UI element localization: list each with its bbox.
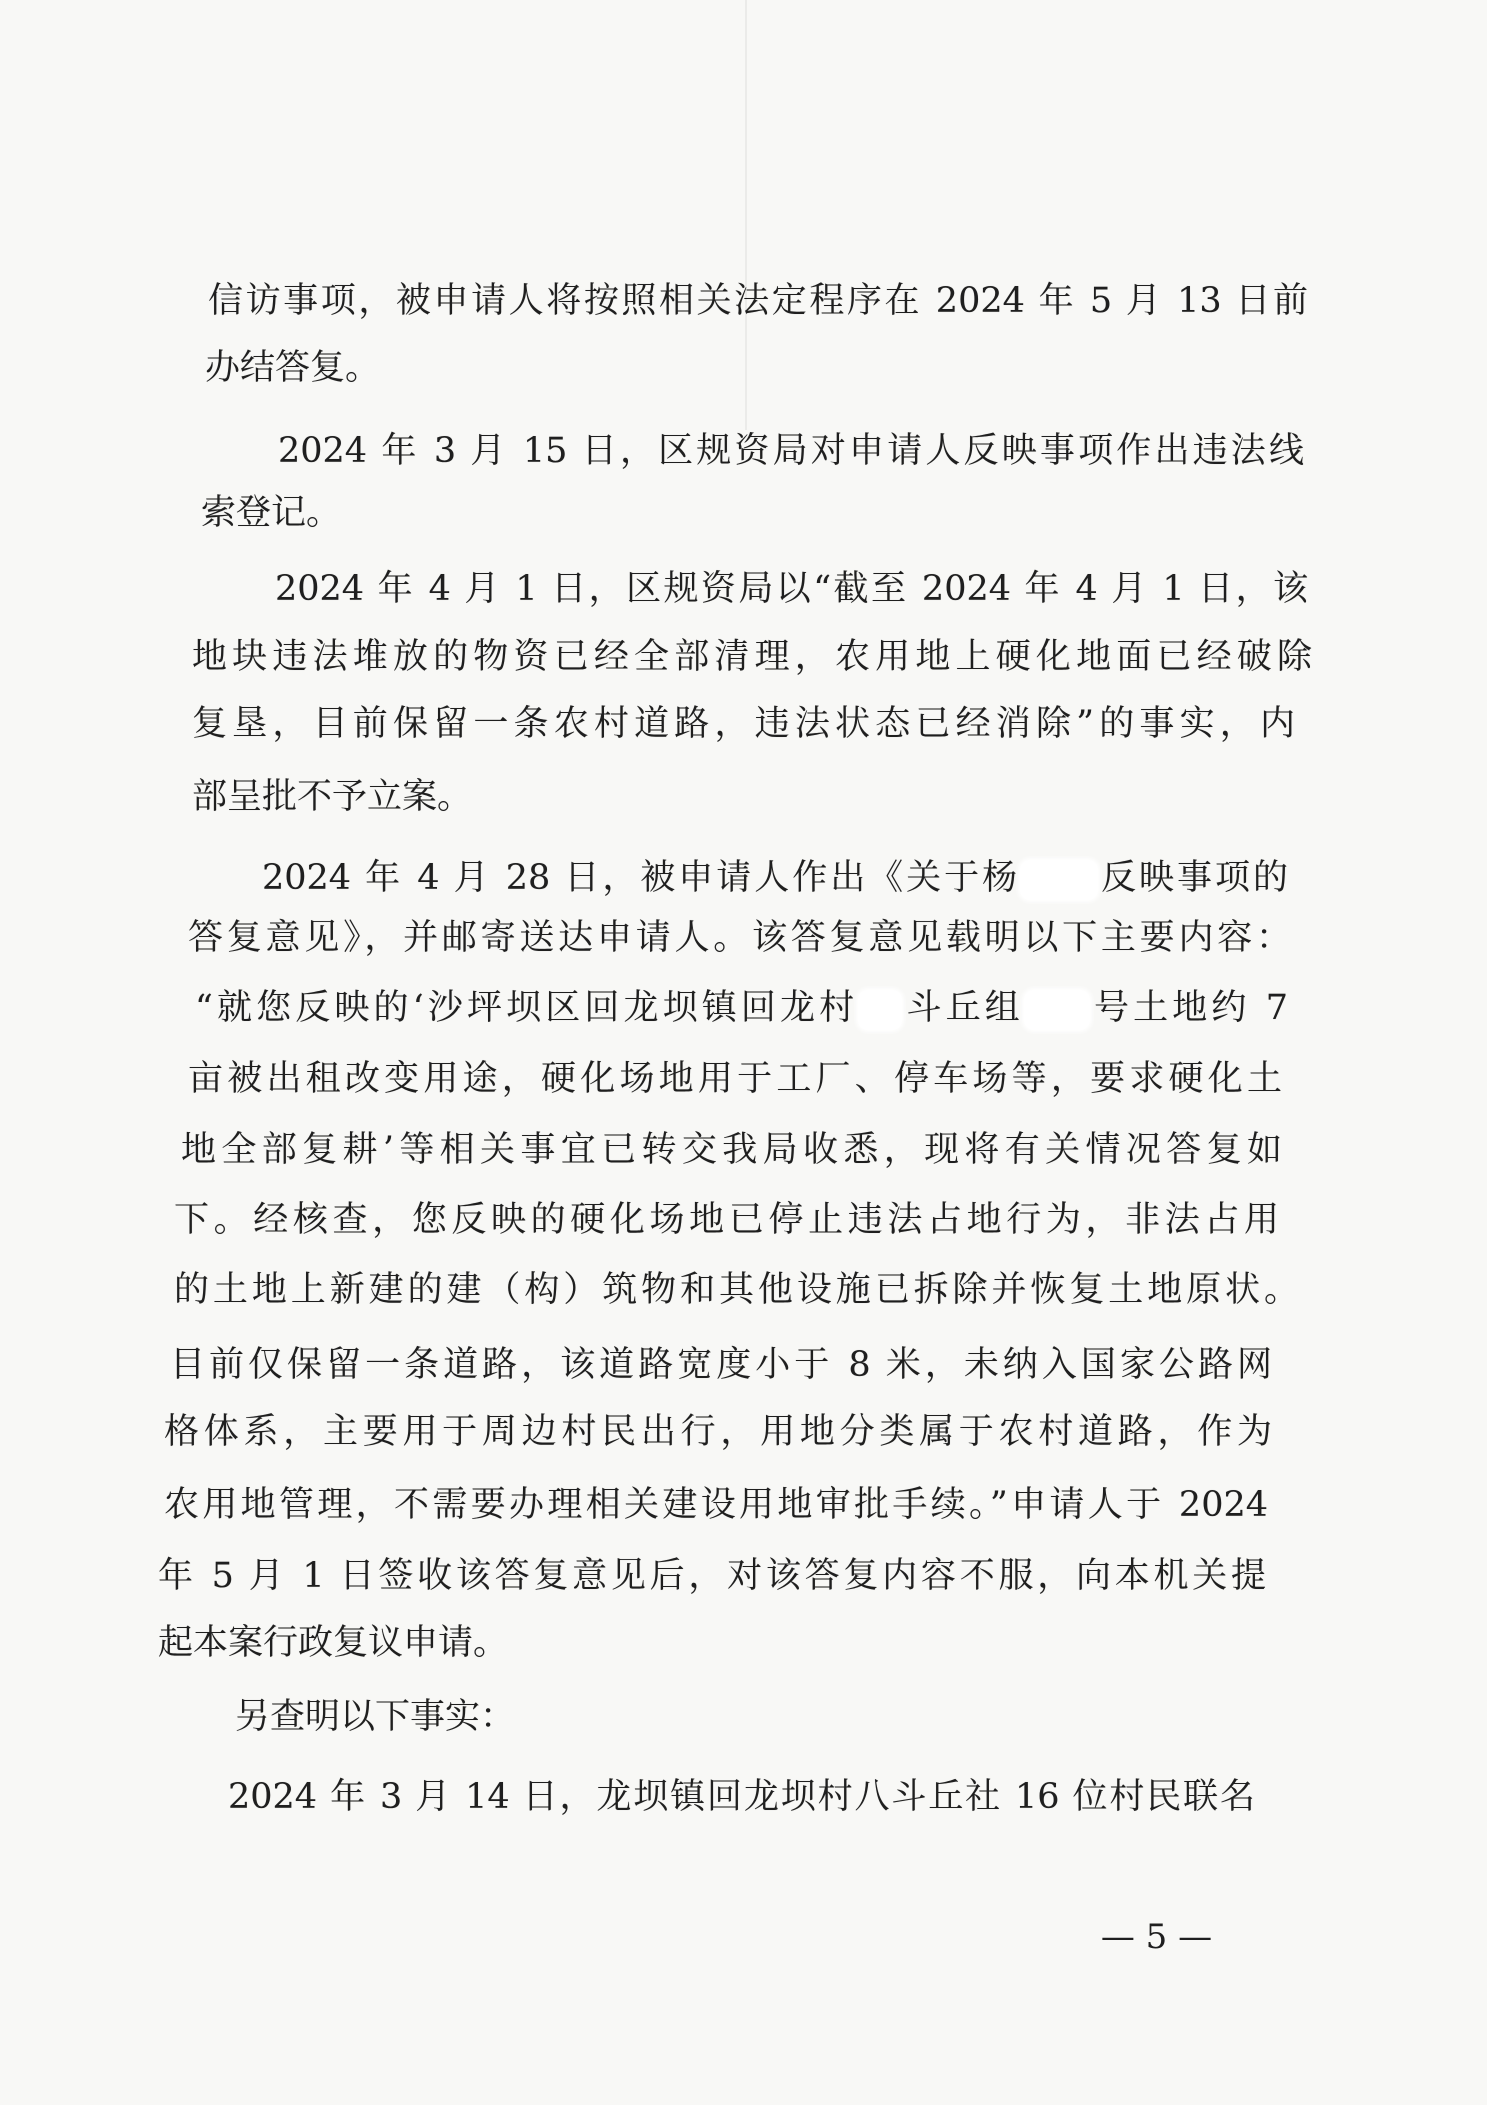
text-line: 的土地上新建的建（构）筑物和其他设施已拆除并恢复土地原状。 <box>174 1270 1299 1310</box>
text-line: 部呈批不予立案。 <box>192 777 473 817</box>
text-segment: 反映事项的 <box>1098 858 1288 898</box>
text-line: 办结答复。 <box>205 348 381 388</box>
text-line: 农用地管理，不需要办理相关建设用地审批手续。”申请人于 2024 <box>164 1485 1268 1525</box>
text-segment: 号土地约 7 <box>1089 988 1288 1028</box>
text-line: 复垦，目前保留一条农村道路，违法状态已经消除”的事实，内 <box>192 704 1295 744</box>
text-line: 答复意见》，并邮寄送达申请人。该答复意见载明以下主要内容： <box>188 918 1291 958</box>
text-line <box>195 984 1288 1032</box>
text-line: 年 5 月 1 日签收该答复意见后，对该答复内容不服，向本机关提 <box>158 1556 1266 1596</box>
text-segment: “就您反映的‘沙坪坝区回龙坝镇回龙村 <box>195 988 859 1028</box>
text-line: 2024 年 4 月 1 日，区规资局以“截至 2024 年 4 月 1 日，该 <box>275 569 1308 609</box>
text-line <box>262 854 1288 902</box>
text-line: 下。经核查，您反映的硬化场地已停止违法占地行为，非法占用 <box>174 1200 1279 1240</box>
text-line: 格体系，主要用于周边村民出行，用地分类属于农村道路，作为 <box>164 1412 1272 1452</box>
text-line: 索登记。 <box>201 493 342 533</box>
text-line: 目前仅保留一条道路，该道路宽度小于 8 米，未纳入国家公路网 <box>170 1345 1272 1385</box>
text-line: 信访事项，被申请人将按照相关法定程序在 2024 年 5 月 13 日前 <box>208 281 1308 321</box>
redaction-box <box>1024 990 1090 1030</box>
text-line: 2024 年 3 月 15 日，区规资局对申请人反映事项作出违法线 <box>278 431 1304 471</box>
text-line: 起本案行政复议申请。 <box>158 1623 509 1663</box>
text-line: 亩被出租改变用途，硬化场地用于工厂、停车场等，要求硬化土 <box>188 1059 1282 1099</box>
text-segment: 斗丘组 <box>902 988 1024 1028</box>
page-number: — 5 — <box>1100 1917 1213 1957</box>
redaction-box <box>1020 860 1098 900</box>
text-line: 地块违法堆放的物资已经全部清理，农用地上硬化地面已经破除 <box>192 637 1312 677</box>
text-line: 2024 年 3 月 14 日，龙坝镇回龙坝村八斗丘社 16 位村民联名 <box>228 1777 1255 1817</box>
text-line: 地全部复耕’等相关事宜已转交我局收悉，现将有关情况答复如 <box>181 1130 1282 1170</box>
redaction-box <box>858 990 902 1030</box>
text-line: 另查明以下事实： <box>235 1697 516 1737</box>
text-segment: 2024 年 4 月 28 日，被申请人作出《关于杨 <box>262 858 1021 898</box>
page-crease <box>745 0 747 430</box>
